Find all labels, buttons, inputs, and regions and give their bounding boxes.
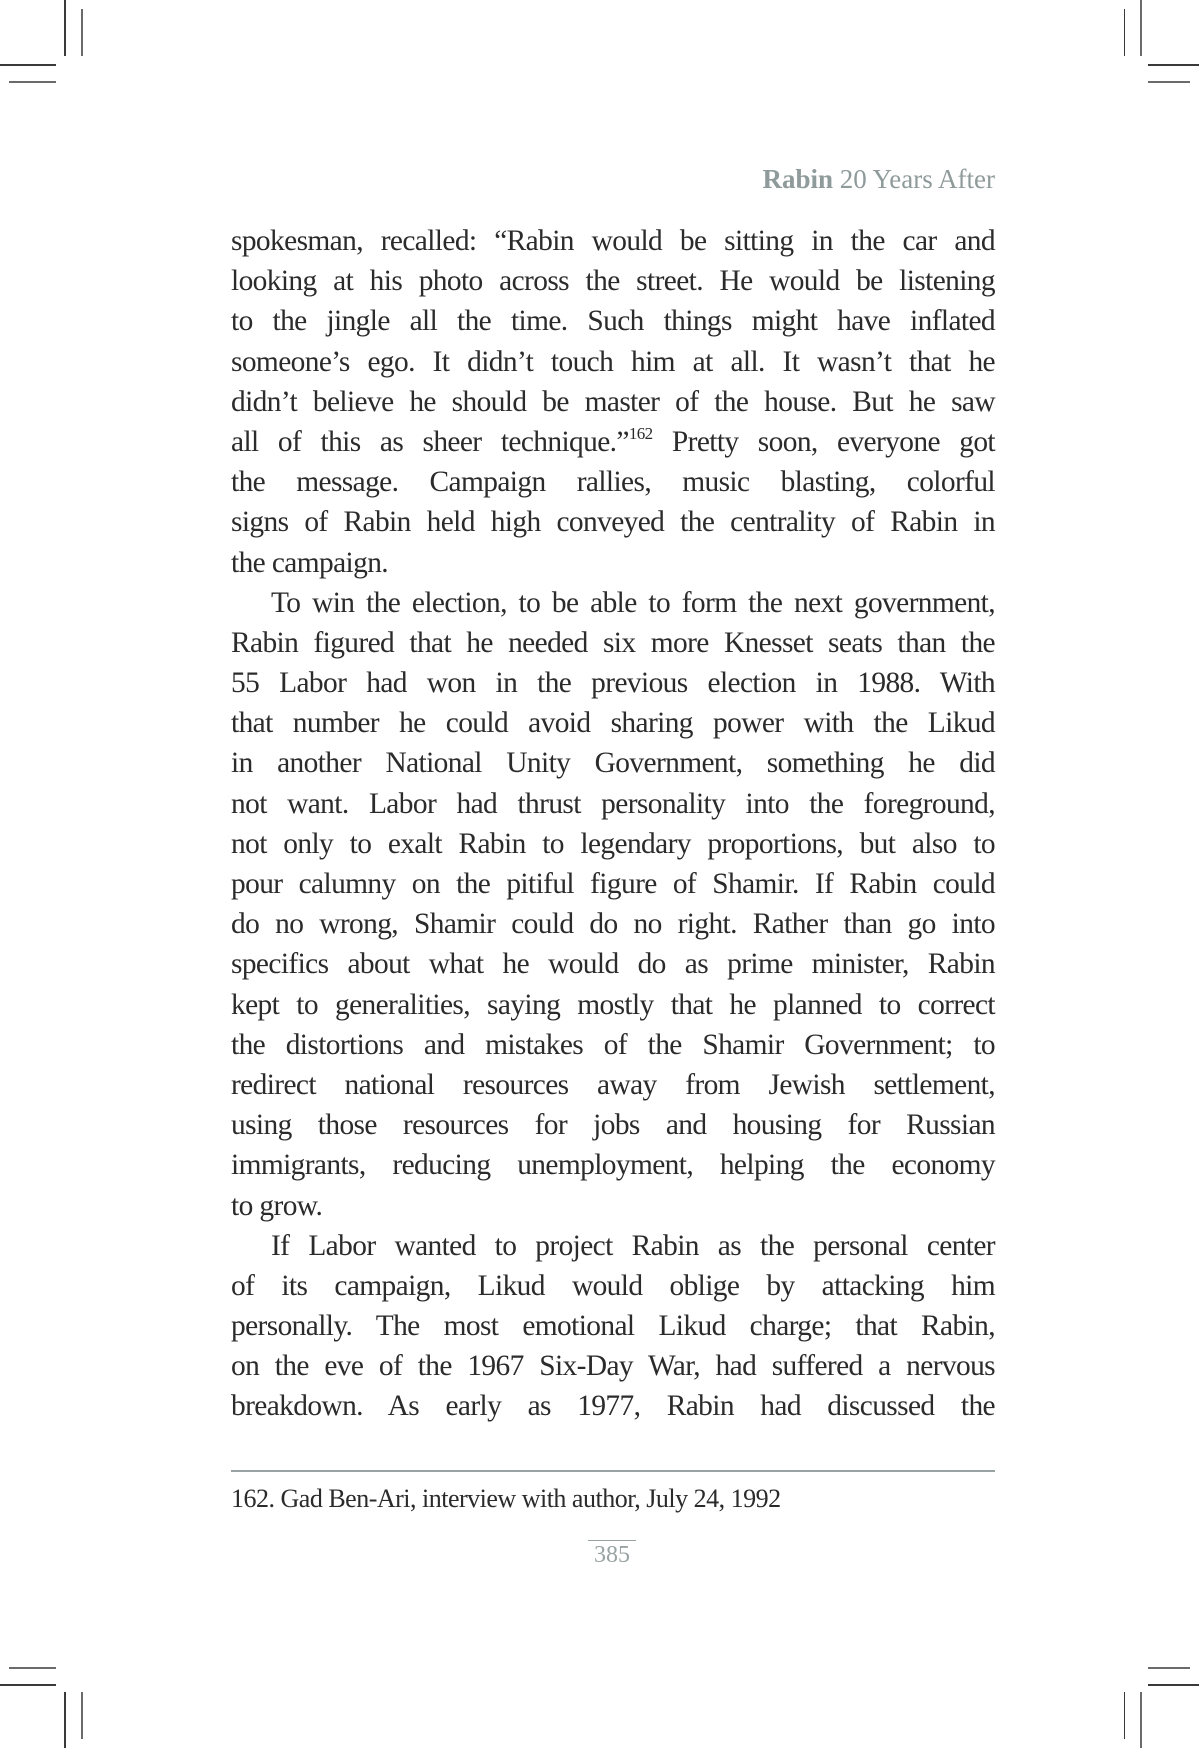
text-line: that number he could avoid sharing power with the Likud (231, 707, 995, 740)
page-number: 385 (588, 1540, 636, 1569)
text-line: specifics about what he would do as prime minister, Rabin (231, 948, 995, 981)
crop-mark-top-right-vertical-inner (1124, 9, 1125, 56)
text-line (231, 422, 995, 462)
running-head (762, 164, 995, 195)
text-line: immigrants, reducing unemployment, helping the economy (231, 1149, 995, 1182)
crop-mark-bottom-left-vertical-inner (81, 1692, 83, 1739)
text-line: looking at his photo across the street. He would be listening (231, 265, 995, 298)
crop-mark-top-left-vertical-inner (81, 9, 83, 56)
text-line: 55 Labor had won in the previous election in 1988. With (231, 667, 995, 700)
text-before-footnote-ref: all of this as sheer technique.” (231, 425, 629, 458)
crop-mark-bottom-right-vertical-outer (1140, 1692, 1142, 1748)
footnote-separator (231, 1470, 995, 1472)
crop-mark-top-left-horizontal-outer (0, 64, 56, 66)
text-line: the message. Campaign rallies, music blasting, colorful (231, 466, 995, 499)
crop-mark-bottom-right-horizontal-outer (1148, 1684, 1199, 1686)
text-line: of its campaign, Likud would oblige by attacking him (231, 1269, 995, 1302)
text-line: redirect national resources away from Jewish settlement, (231, 1068, 995, 1101)
crop-mark-top-right-horizontal-inner (1148, 81, 1190, 83)
text-line: in another National Unity Government, something he did (231, 747, 995, 780)
text-line: someone’s ego. It didn’t touch him at all. It wasn’t that he (231, 345, 995, 378)
text-line: didn’t believe he should be master of the house. But he saw (231, 385, 995, 418)
text-line: To win the election, to be able to form the next government, (271, 586, 995, 619)
crop-mark-top-right-vertical-outer (1140, 0, 1142, 56)
crop-mark-bottom-right-horizontal-inner (1148, 1667, 1190, 1669)
body-text (231, 221, 995, 1427)
crop-mark-bottom-left-vertical-outer (64, 1692, 66, 1748)
text-line: not only to exalt Rabin to legendary proportions, but also to (231, 827, 995, 860)
text-line: the distortions and mistakes of the Shamir Government; to (231, 1028, 995, 1061)
text-after-footnote-ref: Pretty soon, everyone got (652, 425, 995, 458)
text-line: breakdown. As early as 1977, Rabin had discussed the (231, 1390, 995, 1423)
text-line: do no wrong, Shamir could do no right. Rather than go into (231, 908, 995, 941)
running-head-bold: Rabin (762, 164, 833, 194)
crop-mark-top-right-horizontal-outer (1148, 64, 1199, 66)
text-line: spokesman, recalled: “Rabin would be sitting in the car and (231, 225, 995, 257)
text-line: using those resources for jobs and housing for Russian (231, 1109, 995, 1142)
text-line: kept to generalities, saying mostly that he planned to correct (231, 988, 995, 1021)
text-line: If Labor wanted to project Rabin as the personal center (271, 1229, 995, 1262)
text-line: to grow. (231, 1189, 323, 1222)
crop-mark-bottom-left-horizontal-outer (0, 1684, 56, 1686)
crop-mark-top-left-vertical-outer (64, 0, 66, 56)
crop-mark-bottom-right-vertical-inner (1124, 1692, 1125, 1739)
text-line: Rabin figured that he needed six more Knesset seats than the (231, 626, 995, 659)
crop-mark-top-left-horizontal-inner (9, 81, 56, 83)
text-line: on the eve of the 1967 Six-Day War, had suffered a nervous (231, 1350, 995, 1383)
text-line: signs of Rabin held high conveyed the centrality of Rabin in (231, 506, 995, 539)
crop-mark-bottom-left-horizontal-inner (9, 1667, 56, 1669)
text-line: to the jingle all the time. Such things might have inflated (231, 305, 995, 338)
text-line: not want. Labor had thrust personality into the foreground, (231, 787, 995, 820)
footnote: 162. Gad Ben-Ari, interview with author, July 24, 1992 (231, 1484, 781, 1513)
text-line: personally. The most emotional Likud charge; that Rabin, (231, 1310, 995, 1343)
text-line: the campaign. (231, 546, 389, 579)
text-line: pour calumny on the pitiful figure of Shamir. If Rabin could (231, 868, 995, 900)
footnote-ref: 162 (628, 423, 653, 443)
running-head-rest: 20 Years After (833, 164, 995, 194)
